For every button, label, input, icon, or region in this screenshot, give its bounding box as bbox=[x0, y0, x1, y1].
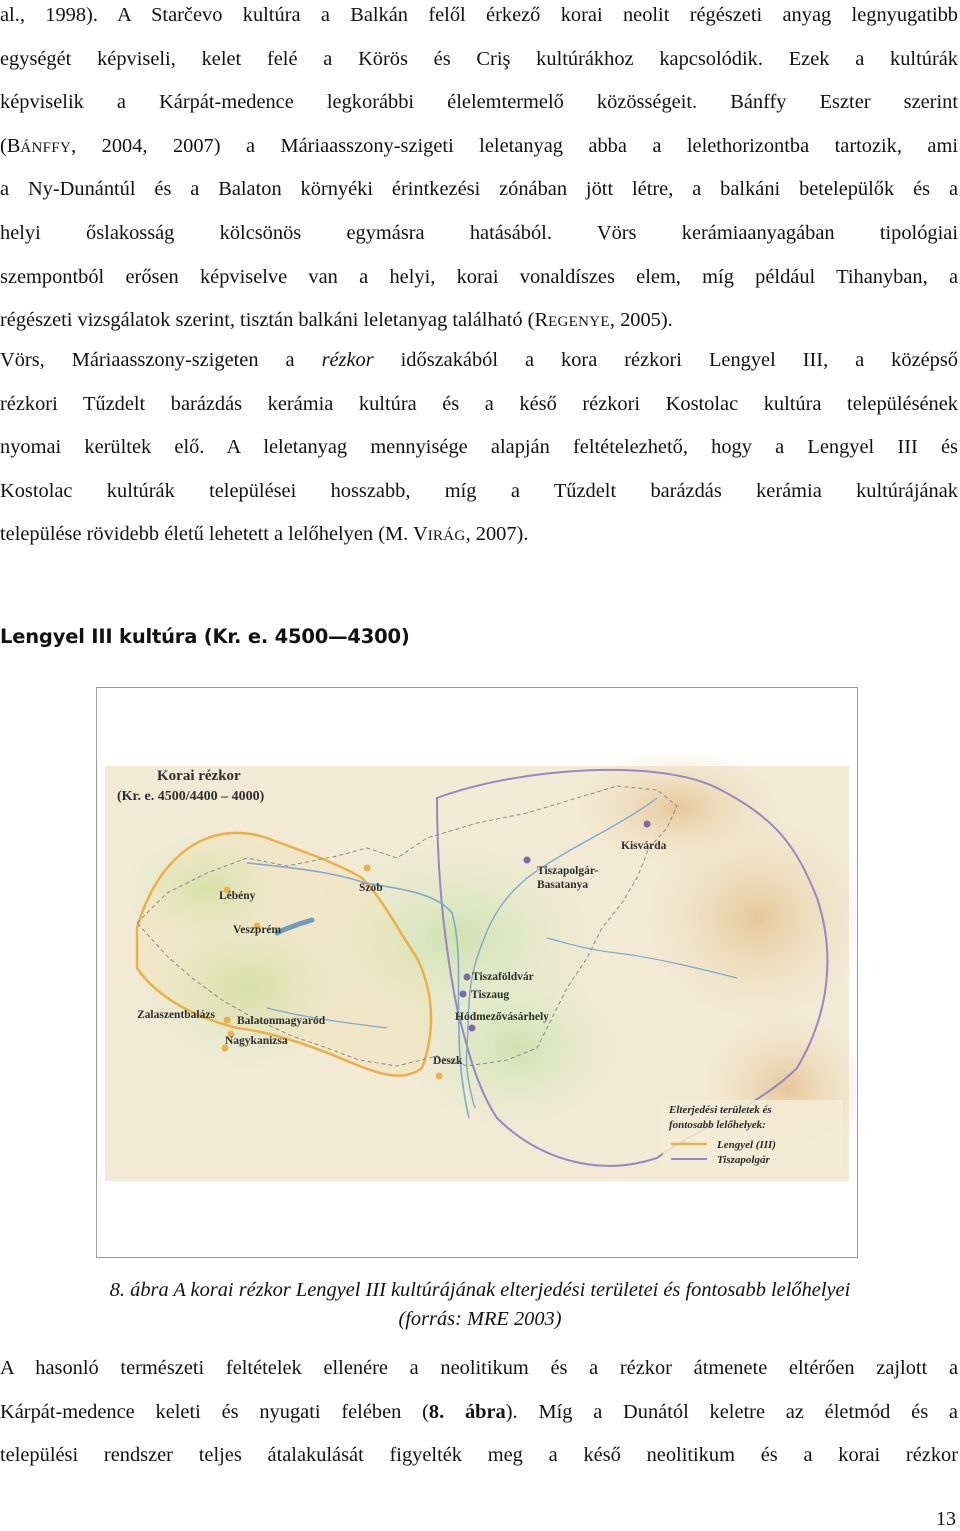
site-label: Zalaszentbalázs bbox=[137, 1009, 215, 1021]
legend-label: Lengyel (III) bbox=[717, 1139, 776, 1151]
map-figure bbox=[96, 687, 858, 1258]
map-title: Korai rézkor bbox=[157, 768, 241, 784]
site-label: Szob bbox=[359, 882, 383, 894]
map-legend bbox=[663, 1100, 843, 1174]
site-label: Balatonmagyaród bbox=[237, 1015, 326, 1027]
paragraph-1 bbox=[0, 0, 958, 343]
site-dot bbox=[524, 857, 531, 864]
caption-line: (forrás: MRE 2003) bbox=[398, 1308, 562, 1330]
site-dot bbox=[436, 1073, 443, 1080]
figure-reference: 8. ábra bbox=[428, 1400, 506, 1423]
legend-label: Tiszapolgár bbox=[717, 1154, 770, 1166]
site-label: Lébény bbox=[219, 890, 256, 902]
site-dot bbox=[464, 974, 471, 981]
section-heading: Lengyel III kultúra (Kr. e. 4500—4300) bbox=[0, 625, 410, 648]
site-dot bbox=[644, 821, 651, 828]
legend-title: Elterjedési területek és bbox=[669, 1104, 772, 1116]
site-label: Nagykanizsa bbox=[225, 1035, 288, 1047]
text-line: rézkori Tűzdelt barázdás kerámia kultúra és a késő rézkori Kostolac kultúra településének bbox=[0, 392, 958, 415]
site-label: Deszk bbox=[433, 1055, 463, 1067]
map-image bbox=[97, 688, 856, 1256]
site-dot bbox=[224, 1017, 231, 1024]
text-line: Vörs, Máriaasszony-szigeten a rézkor időszakából a kora rézkori Lengyel III, a középső bbox=[0, 349, 958, 371]
site-label: Tiszapolgár- bbox=[537, 865, 599, 877]
text-line: (BÁNFFY, 2004, 2007) a Máriaasszony-szigeti leletanyag abba a lelethorizontba tartozik, ami bbox=[0, 134, 958, 157]
paragraph-3 bbox=[0, 1347, 958, 1478]
text-line: régészeti vizsgálatok szerint, tisztán balkáni leletanyag található (REGENYE, 2005). bbox=[0, 309, 673, 332]
site-label: Tiszaug bbox=[471, 989, 510, 1001]
text-line: A hasonló természeti feltételek ellenére a neolitikum és a rézkor átmenete eltérően zajlott a bbox=[0, 1357, 958, 1379]
text-line: Kárpát-medence keleti és nyugati felében (8. ábra). Míg a Dunától keletre az életmód és a bbox=[0, 1400, 958, 1423]
author-smallcaps: EGENYE bbox=[548, 314, 610, 331]
author-smallcaps: IRÁG bbox=[427, 528, 466, 545]
text-line: helyi őslakosság kölcsönös egymásra hatásából. Vörs kerámiaanyagában tipológiai bbox=[0, 221, 958, 244]
text-line: a Ny-Dunántúl és a Balaton környéki érintkezési zónában jött létre, a balkáni betelepülők és a bbox=[0, 178, 958, 201]
site-label: Hódmezővásárhely bbox=[455, 1011, 549, 1023]
italic-term: rézkor bbox=[321, 349, 374, 371]
site-label: Tiszaföldvár bbox=[472, 971, 534, 983]
text-line: települése rövidebb életű lehetett a lelőhelyen (M. VIRÁG, 2007). bbox=[0, 523, 529, 546]
text-line: települési rendszer teljes átalakulását figyelték meg a késő neolitikum és a korai rézkor bbox=[0, 1444, 958, 1467]
text-line: Kostolac kultúrák települései hosszabb, míg a Tűzdelt barázdás kerámia kultúrájának bbox=[0, 479, 958, 502]
text-line: nyomai kerültek elő. A leletanyag mennyisége alapján feltételezhető, hogy a Lengyel III és bbox=[0, 436, 958, 459]
site-label: Basatanya bbox=[537, 879, 589, 891]
page-number: 13 bbox=[936, 1508, 956, 1530]
legend-title: fontosabb lelőhelyek: bbox=[669, 1119, 766, 1131]
site-dot bbox=[469, 1025, 476, 1032]
caption-line: 8. ábra A korai rézkor Lengyel III kultúrájának elterjedési területei és fontosabb lelőhelyei bbox=[109, 1279, 851, 1301]
site-dot bbox=[460, 991, 467, 998]
site-dot bbox=[364, 865, 371, 872]
text-line: al., 1998). A Starčevo kultúra a Balkán felől érkező korai neolit régészeti anyag legnyugatibb bbox=[0, 4, 958, 26]
author-smallcaps: ÁNFFY bbox=[20, 139, 72, 156]
text-line: szempontból erősen képviselve van a helyi, korai vonaldíszes elem, míg például Tihanyban, a bbox=[0, 265, 958, 288]
site-label: Kisvárda bbox=[621, 840, 667, 852]
map-subtitle: (Kr. e. 4500/4400 – 4000) bbox=[117, 789, 265, 804]
text-line: egységét képviseli, kelet felé a Körös és Criş kultúrákhoz kapcsolódik. Ezek a kultúrák bbox=[0, 47, 958, 70]
site-label: Veszprém bbox=[233, 924, 282, 936]
figure-caption bbox=[0, 1276, 960, 1334]
text-line: képviselik a Kárpát-medence legkorábbi élelemtermelő közösségeit. Bánffy Eszter szerint bbox=[0, 91, 958, 114]
paragraph-2 bbox=[0, 339, 958, 557]
